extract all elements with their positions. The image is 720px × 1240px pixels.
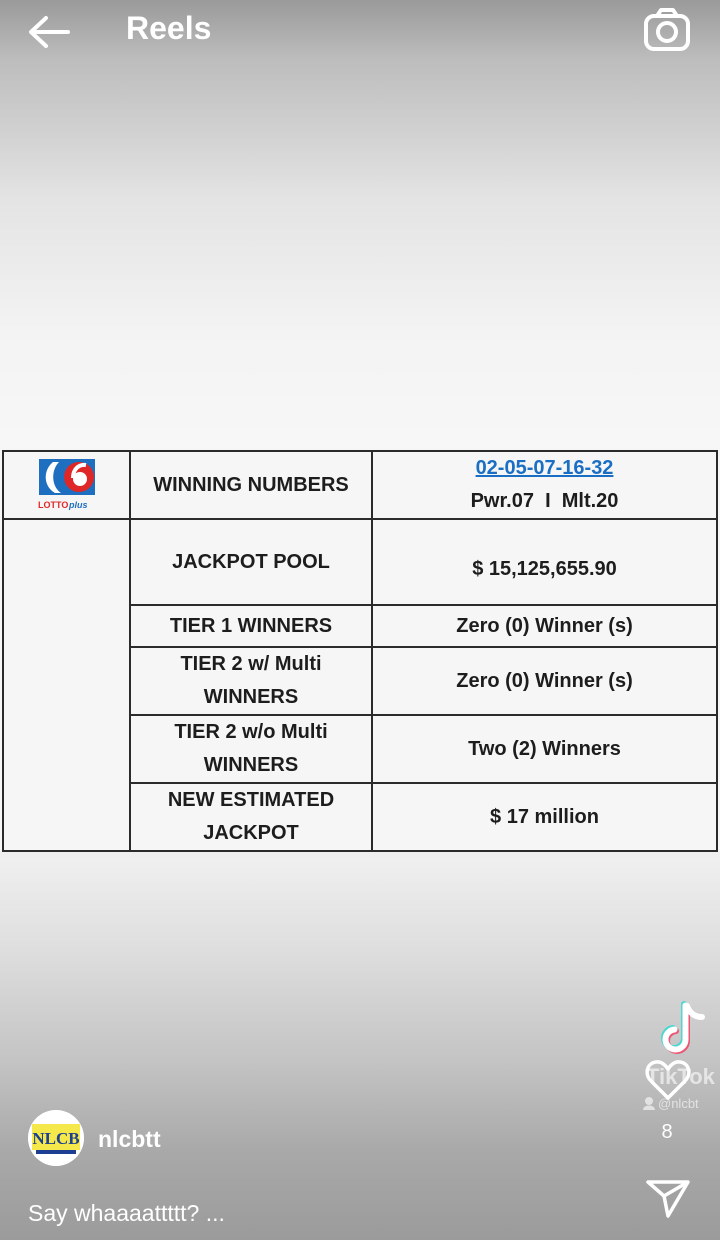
winning-numbers-label: WINNING NUMBERS xyxy=(130,451,372,519)
blank-logo-column xyxy=(3,519,130,851)
tiktok-wordmark: TikTok xyxy=(646,1064,715,1089)
tier1-winners-label: TIER 1 WINNERS xyxy=(130,605,372,647)
user-icon-body xyxy=(643,1106,655,1111)
lotto-plus-logo xyxy=(37,456,97,514)
page-title: Reels xyxy=(126,10,212,46)
estimated-jackpot-label-line2: JACKPOT xyxy=(203,822,299,844)
tiktok-handle: @nlcbt xyxy=(658,1096,699,1111)
winning-numbers-value xyxy=(372,451,717,519)
table-row xyxy=(3,519,717,605)
tier2-multi-label xyxy=(130,647,372,715)
jackpot-pool-label: JACKPOT POOL xyxy=(130,519,372,605)
tiktok-logo-icon xyxy=(664,1004,702,1051)
tier2-multi-label-line1: TIER 2 w/ Multi xyxy=(180,653,322,675)
tier1-winners-value: Zero (0) Winner (s) xyxy=(372,605,717,647)
like-count: 8 xyxy=(661,1121,673,1143)
svg-text:NLCB: NLCB xyxy=(32,1129,80,1148)
winning-numbers-link[interactable]: 02-05-07-16-32 xyxy=(475,457,614,479)
tier2-multi-value: Zero (0) Winner (s) xyxy=(372,647,717,715)
username[interactable]: nlcbtt xyxy=(98,1126,161,1152)
camera-icon[interactable] xyxy=(642,7,692,53)
top-bar xyxy=(0,0,720,62)
estimated-jackpot-label-line1: NEW ESTIMATED xyxy=(167,789,335,811)
tier2-multi-label-line2: WINNERS xyxy=(203,686,299,708)
svg-text:plus: plus xyxy=(68,500,88,510)
lotto-logo-cell xyxy=(3,451,130,519)
table-row xyxy=(3,451,717,519)
jackpot-pool-value: $ 15,125,655.90 xyxy=(372,519,717,605)
tier2-no-multi-label-line2: WINNERS xyxy=(203,754,299,776)
nlcb-logo xyxy=(28,1110,84,1166)
tier2-no-multi-value: Two (2) Winners xyxy=(372,715,717,783)
estimated-jackpot-value: $ 17 million xyxy=(372,783,717,851)
post-caption[interactable]: Say whaaaattttt? ... xyxy=(28,1200,225,1226)
send-icon[interactable] xyxy=(644,1176,692,1220)
estimated-jackpot-label xyxy=(130,783,372,851)
tier2-no-multi-label-line1: TIER 2 w/o Multi xyxy=(174,721,328,743)
power-multi-text: Pwr.07 I Mlt.20 xyxy=(470,490,619,512)
lotto-results-card xyxy=(0,447,720,851)
avatar[interactable] xyxy=(28,1110,84,1166)
results-table xyxy=(2,450,718,852)
tier2-no-multi-label xyxy=(130,715,372,783)
back-arrow-icon[interactable] xyxy=(26,12,72,52)
svg-text:LOTTO: LOTTO xyxy=(37,500,68,510)
heart-icon[interactable] xyxy=(644,1058,692,1102)
